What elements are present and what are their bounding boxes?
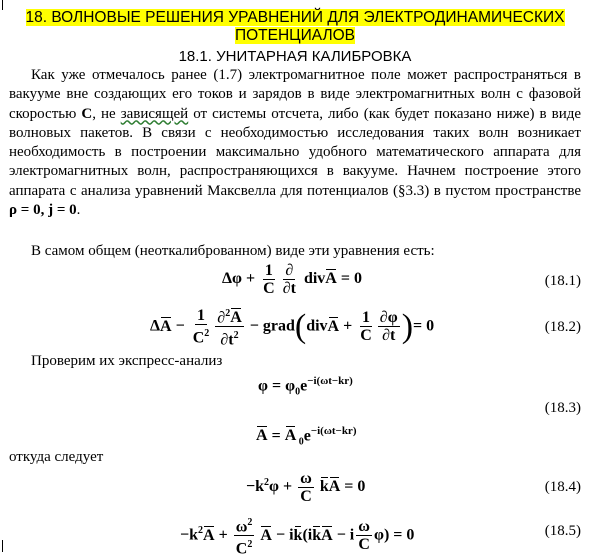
equation-18-1: Δφ + $\frac{1}{C}$ $\frac{\partial}{\partial t}$ divA = 0 [222,262,362,297]
paragraph-it-follows: откуда следует [9,449,104,465]
equation-18-4: $-k^2\varphi$ + $\frac{\omega}{C}$ kA = 0 [246,470,366,505]
section-heading [8,9,582,45]
paragraph-intro: Как уже отмечалось ранее (1.7) электромагнитное поле может распространяться в вакууме вне создающих его токов и зарядов в виде электромагнитных волн с фазовой скоростью C, не зависящей от системы отсчета, либо (как будет показано ниже) в виде волновых пакетов. В связи с необходимостью исследования таких волн возникает необходимость в построении максимально удобного математического аппарата для электромагнитных волн, распространяющихся в вакууме. Начнем построение этого аппарата с анализа уравнений Максвелла для потенциалов (§3.3) в пустом пространстве ρ = 0, j = 0. [9,67,582,219]
equation-number-18-1: (18.1) [544,273,581,289]
vacuum-condition: ρ = 0, j = 0 [9,202,77,219]
paragraph-express-analysis: Проверим их экспресс-анализ [31,353,223,369]
spellcheck-word: зависящей [120,105,189,122]
equation-number-18-3: (18.3) [544,400,581,416]
equation-number-18-4: (18.4) [544,479,581,495]
equation-number-18-5: (18.5) [544,523,581,539]
equation-18-3b: A = A $_0e^{-i(\omega t-kr)}$ [256,425,357,448]
equation-18-3a: $\varphi = \varphi_0e^{-i(\omega t-kr)}$ [258,375,353,398]
equation-18-2: ΔA − $\frac{1}{C^2}$ $\frac{\partial^2A}{\partial t^2}$ − grad(divA + $\frac{1}{C}$ $\frac{\partial\varphi}{\partial t}$ )= 0 [150,305,434,349]
section-heading-text: 18. ВОЛНОВЫЕ РЕШЕНИЯ УРАВНЕНИЙ ДЛЯ ЭЛЕКТРОДИНАМИЧЕСКИХ ПОТЕНЦИАЛОВ [25,9,565,44]
paragraph-general-form: В самом общем (неоткалиброванном) виде эти уравнения есть: [31,243,435,259]
phase-speed-symbol: C [81,105,93,122]
subsection-heading: 18.1. УНИТАРНАЯ КАЛИБРОВКА [178,48,412,65]
text-cursor-marker-bottom [2,540,3,552]
equation-18-5: $-k^2A$ + $\frac{\omega^2}{C^2}$ A − ik(ikA − i $\frac{\omega}{C}$ φ) = 0 [180,514,414,558]
equation-number-18-2: (18.2) [544,319,581,335]
text-cursor-marker [2,0,3,10]
